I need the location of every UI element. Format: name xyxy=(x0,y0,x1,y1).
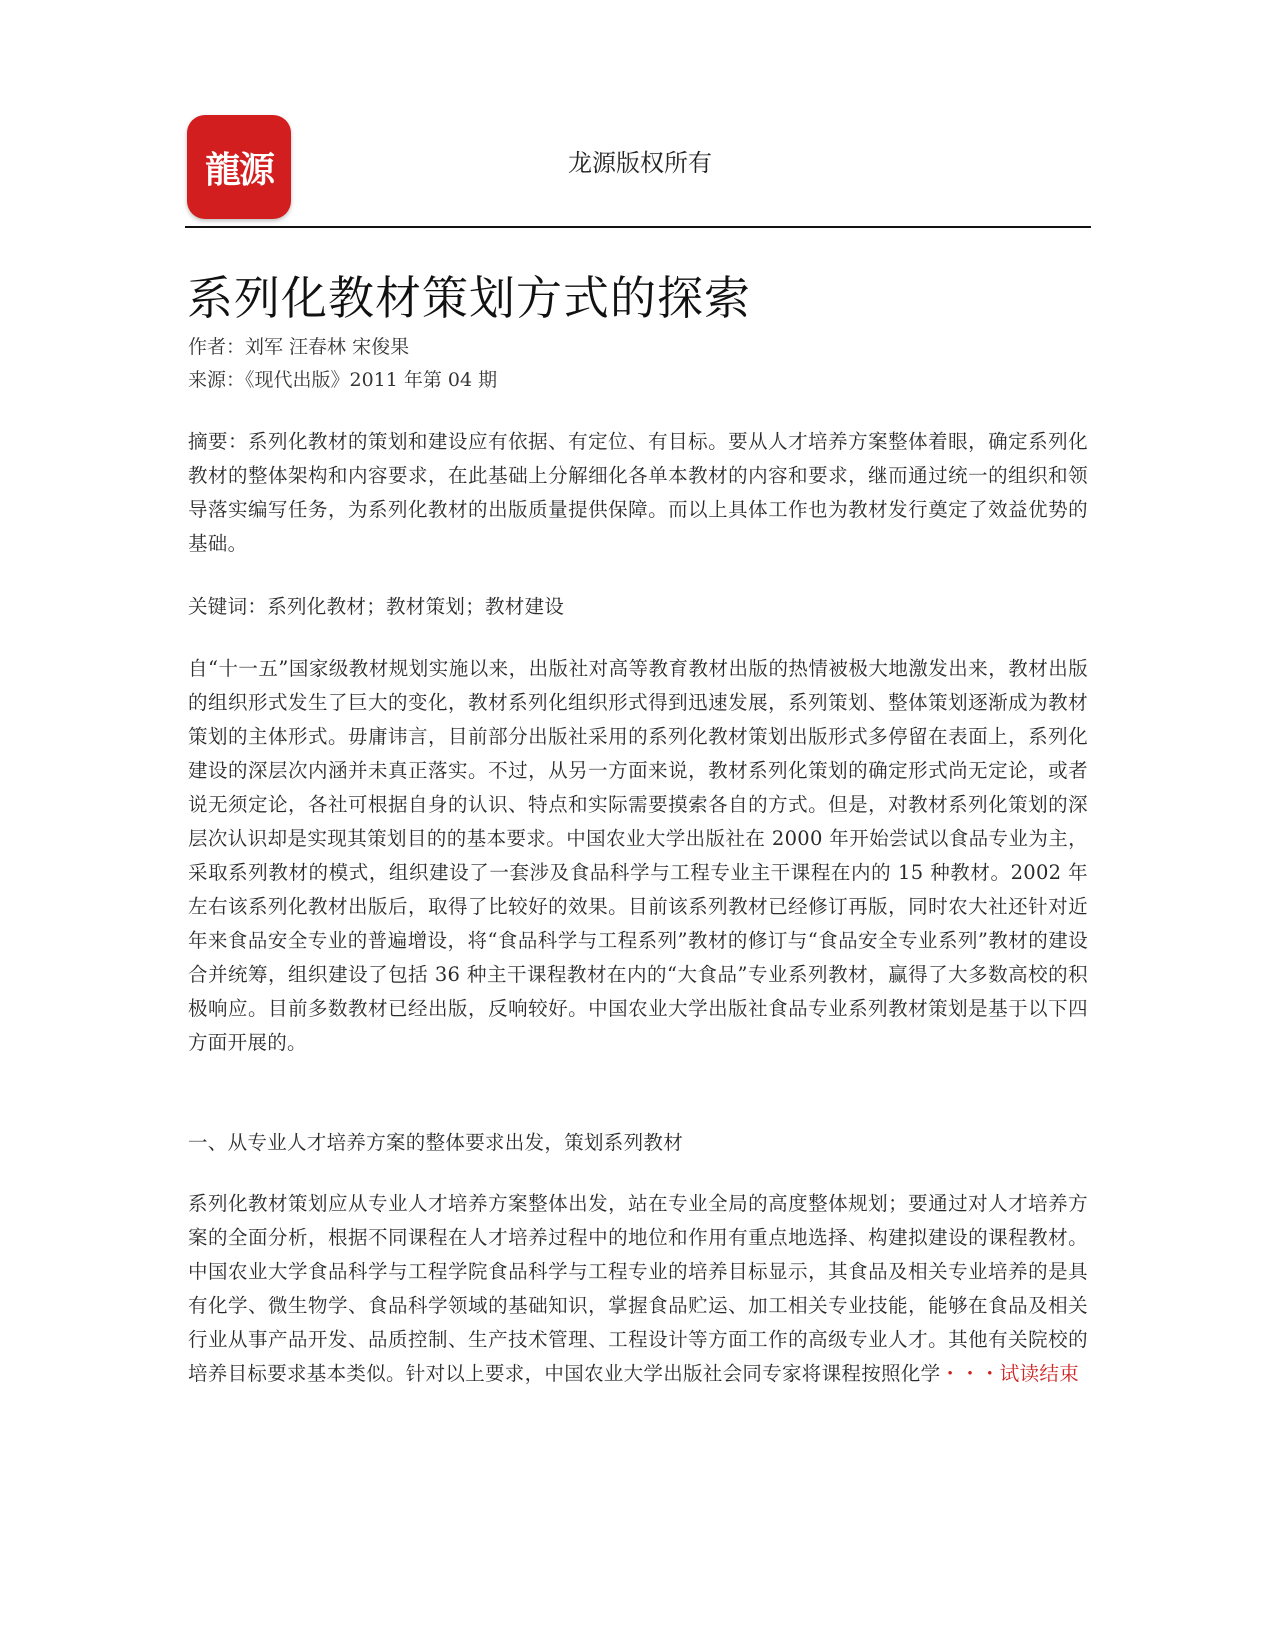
article-authors: 作者：刘军 汪春林 宋俊果 xyxy=(188,336,410,358)
abstract-paragraph: 摘要：系列化教材的策划和建设应有依据、有定位、有目标。要从人才培养方案整体着眼，确定系列化教材的整体架构和内容要求，在此基础上分解细化各单本教材的内容和要求，继而通过统一的组织和领导落实编写任务，为系列化教材的出版质量提供保障。而以上具体工作也为教材发行奠定了效益优势的基础。 xyxy=(188,430,1088,555)
article-title: 系列化教材策划方式的探索 xyxy=(187,271,751,325)
body-paragraph-2 xyxy=(188,1187,1088,1391)
header-divider xyxy=(185,226,1091,228)
trial-end-link[interactable]: ・・・试读结束 xyxy=(940,1362,1080,1385)
section-heading-1: 一、从专业人才培养方案的整体要求出发，策划系列教材 xyxy=(188,1131,684,1154)
body-paragraph-1: 自“十一五”国家级教材规划实施以来，出版社对高等教育教材出版的热情被极大地激发出来，教材出版的组织形式发生了巨大的变化，教材系列化组织形式得到迅速发展，系列策划、整体策划逐渐成为教材策划的主体形式。毋庸讳言，目前部分出版社采用的系列化教材策划出版形式多停留在表面上，系列化建设的深层次内涵并未真正落实。不过，从另一方面来说，教材系列化策划的确定形式尚无定论，或者说无须定论，各社可根据自身的认识、特点和实际需要摸索各自的方式。但是，对教材系列化策划的深层次认识却是实现其策划目的的基本要求。中国农业大学出版社在 2000 年开始尝试以食品专业为主，采取系列教材的模式，组织建设了一套涉及食品科学与工程专业主干课程在内的 15 种教材。2002 年左右该系列化教材出版后，取得了比较好的效果。目前该系列教材已经修订再版，同时农大社还针对近年来食品安全专业的普遍增设，将“食品科学与工程系列”教材的修订与“食品安全专业系列”教材的建设合并统筹，组织建设了包括 36 种主干课程教材在内的“大食品”专业系列教材，赢得了大多数高校的积极响应。目前多数教材已经出版，反响较好。中国农业大学出版社食品专业系列教材策划是基于以下四方面开展的。 xyxy=(188,657,1088,1054)
keywords-line: 关键词：系列化教材；教材策划；教材建设 xyxy=(188,595,565,618)
logo-text: 龍源 xyxy=(204,148,273,191)
body-paragraph-2-text: 系列化教材策划应从专业人才培养方案整体出发，站在专业全局的高度整体规划；要通过对人才培养方案的全面分析，根据不同课程在人才培养过程中的地位和作用有重点地选择、构建拟建设的课程教材。中国农业大学食品科学与工程学院食品科学与工程专业的培养目标显示，其食品及相关专业培养的是具有化学、微生物学、食品科学领域的基础知识，掌握食品贮运、加工相关专业技能，能够在食品及相关行业从事产品开发、品质控制、生产技术管理、工程设计等方面工作的高级专业人才。其他有关院校的培养目标要求基本类似。针对以上要求，中国农业大学出版社会同专家将课程按照化学 xyxy=(188,1192,1088,1385)
longyuan-logo xyxy=(187,115,291,219)
article-source: 来源：《现代出版》2011 年第 04 期 xyxy=(188,369,498,391)
copyright-header: 龙源版权所有 xyxy=(568,149,712,177)
